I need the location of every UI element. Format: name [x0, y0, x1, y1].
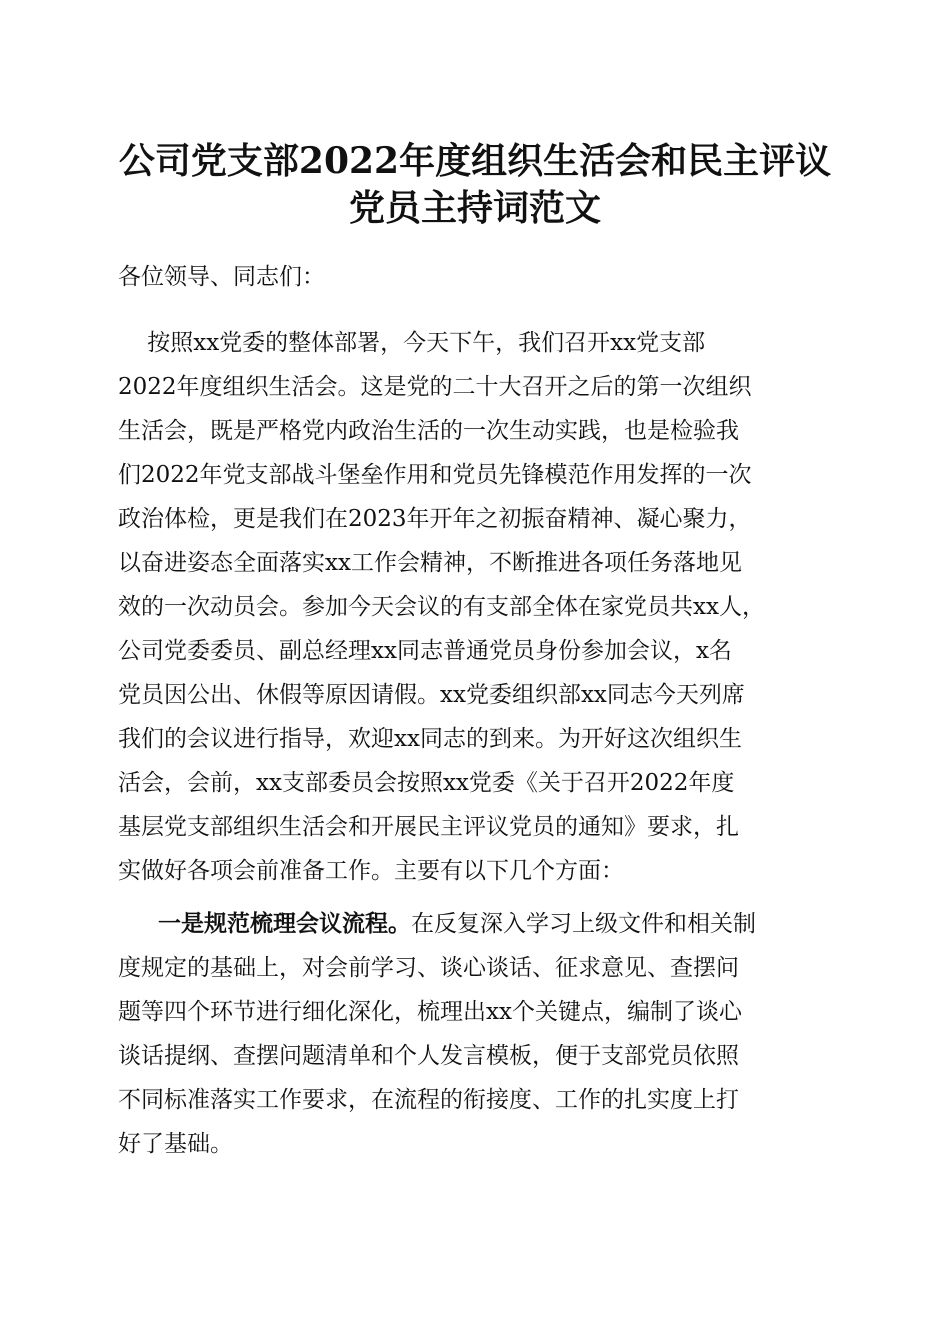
- paragraph-1-line-12: 基层党支部组织生活会和开展民主评议党员的通知》要求，扎: [118, 814, 739, 840]
- paragraph-1-line-11: 活会，会前，xx支部委员会按照xx党委《关于召开2022年度: [118, 770, 735, 796]
- document-title-line-2: 党员主持词范文: [348, 187, 601, 229]
- paragraph-2-line-1: [158, 905, 878, 943]
- paragraph-1-line-5: 政治体检，更是我们在2023年开年之初振奋精神、凝心聚力，: [118, 506, 752, 532]
- paragraph-1-line-1-text: 按照xx党委的整体部署，今天下午，我们召开xx党支部: [118, 330, 706, 356]
- paragraph-1-line-7: 效的一次动员会。参加今天会议的有支部全体在家党员共xx人，: [118, 594, 765, 620]
- salutation: 各位领导、同志们：: [118, 264, 325, 290]
- paragraph-1-line-4: 们2022年党支部战斗堡垒作用和党员先锋模范作用发挥的一次: [118, 462, 752, 488]
- paragraph-1-line-8: 公司党委委员、副总经理xx同志普通党员身份参加会议，x名: [118, 638, 732, 664]
- paragraph-2-line-5: 不同标准落实工作要求，在流程的衔接度、工作的扎实度上打: [118, 1087, 739, 1113]
- paragraph-2-line-2: 度规定的基础上，对会前学习、谈心谈话、征求意见、查摆问: [118, 955, 739, 981]
- document-title-line-1: 公司党支部2022年度组织生活会和民主评议: [118, 140, 832, 182]
- paragraph-1-line-10: 我们的会议进行指导，欢迎xx同志的到来。为开好这次组织生: [118, 726, 742, 752]
- paragraph-1-line-9: 党员因公出、休假等原因请假。xx党委组织部xx同志今天列席: [118, 682, 745, 708]
- paragraph-1-line-3: 生活会，既是严格党内政治生活的一次生动实践，也是检验我: [118, 418, 739, 444]
- paragraph-1-line-1: [118, 324, 838, 362]
- paragraph-2-line-4: 谈话提纲、查摆问题清单和个人发言模板，便于支部党员依照: [118, 1043, 739, 1069]
- paragraph-2-line-3: 题等四个环节进行细化深化，梳理出xx个关键点，编制了谈心: [118, 999, 742, 1025]
- paragraph-1-line-13: 实做好各项会前准备工作。主要有以下几个方面：: [118, 858, 624, 884]
- paragraph-1-line-2: 2022年度组织生活会。这是党的二十大召开之后的第一次组织: [118, 374, 752, 400]
- paragraph-2-heading: 一是规范梳理会议流程。: [158, 910, 411, 937]
- paragraph-2-line-6: 好了基础。: [118, 1131, 233, 1157]
- paragraph-1-line-6: 以奋进姿态全面落实xx工作会精神，不断推进各项任务落地见: [118, 550, 742, 576]
- paragraph-2-line-1-text: 在反复深入学习上级文件和相关制: [411, 911, 756, 937]
